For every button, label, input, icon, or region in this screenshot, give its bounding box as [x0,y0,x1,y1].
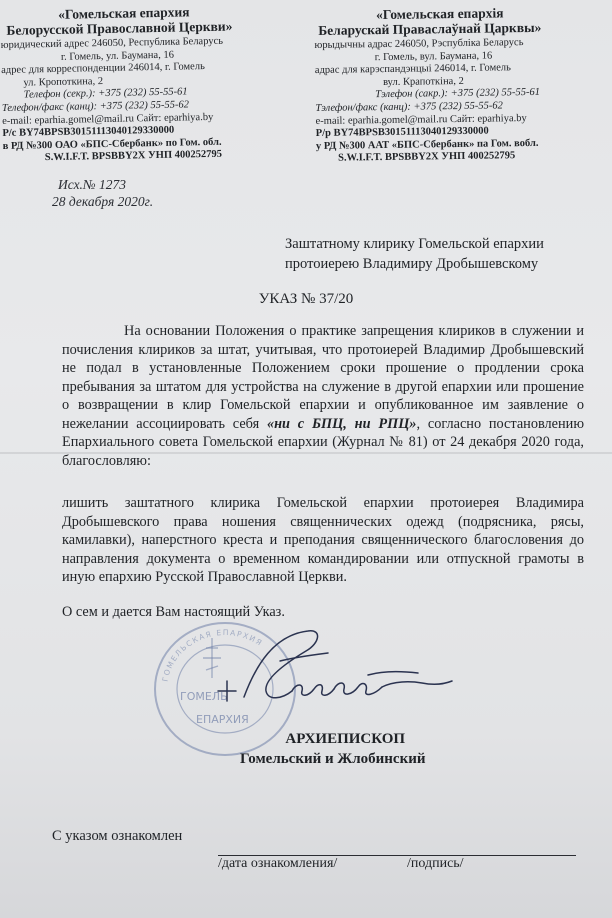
stamp-text-2: ЕПАРХИЯ [196,713,249,726]
signatory-block [240,729,426,769]
letterhead-right-line: Р/р BY74BPSB30151113040129330000 [315,125,489,140]
stamp-ring-text: ГОМЕЛЬСКАЯ ЕПАРХИЯ [160,627,265,683]
acknowledgement-signature-caption: /подпись/ [407,856,464,871]
letterhead-right-line: e-mail: eparhia.gomel@mail.ru Сайт: eparhiya.by [315,112,527,127]
addressee-line1: Заштатному клирику Гомельской епархии [285,236,544,252]
letterhead-left-line: юридический адрес 246050, Республика Беларусь [0,35,224,51]
letterhead-left-line: S.W.I.F.T. BPSBBY2X УНП 400252795 [44,149,223,164]
acknowledgement-label: С указом ознакомлен [52,828,183,844]
letterhead-right-line: адрас для карэспандэнцыі 246014, г. Гомель [314,62,511,77]
letterhead-right-line: у РД №300 ААТ «БПС-Сбербанк» па Гом. вобл. [315,137,539,152]
letterhead-right-title2: Беларускай Праваслаўнай Царквы» [318,19,542,38]
decree-closing: О сем и дается Вам настоящий Указ. [62,604,285,620]
letterhead-right-line: юрыдычны адрас 246050, Рэспубліка Беларусь [314,37,524,51]
letterhead-left-line: адрес для корреспонденции 246014, г. Гомель [1,61,205,77]
letterhead-left [0,2,303,166]
addressee-block [285,234,544,274]
acknowledgement-date-caption: /дата ознакомления/ [218,856,338,871]
letterhead-left-title1: «Гомельская епархия [57,4,190,22]
letterhead-left-line: e-mail: eparhia.gomel@mail.ru Сайт: eparhiya.by [2,111,214,127]
signatory-subtitle: Гомельский и Жлобинский [240,751,426,767]
letterhead-right-title1: «Гомельская епархія [375,5,504,23]
outgoing-reference [52,176,153,210]
signatory-title: АРХИЕПИСКОП [285,731,406,747]
outgoing-date: 28 декабря 2020г. [52,194,154,209]
letterhead-left-line: в РД №300 ОАО «БПС-Сбербанк» по Гом. обл. [2,136,222,152]
decree-paragraph-2: лишить заштатного клирика Гомельской епархии протоиерея Владимира Дробышевского права ношения священнических одежд (подрясника, рясы, камилавки), наперстного креста и преподания священнического благословения до направления документа о временном командировании или отпускной грамоты в иную епархию Русской Православной Церкви. [62,495,584,585]
decree-quoted-phrase: «ни с БПЦ, ни РПЦ» [266,415,417,432]
letterhead-right-line: Тэлефон/факс (канц): +375 (232) 55-55-62 [315,100,503,114]
letterhead-left-line: Телефон/факс (канц): +375 (232) 55-55-62 [1,99,190,114]
handwritten-signature [196,625,466,720]
letterhead-left-title2: Белорусской Православной Церкви» [6,18,233,38]
letterhead-right-line: вул. Крапоткіна, 2 [382,75,464,88]
letterhead-right-line: S.W.I.F.T. BPSBBY2X УНП 400252795 [338,150,516,165]
stamp-text-1: ГОМЕЛЬ [180,690,228,703]
decree-text: , согласно постановлению Епархиального совета Гомельской епархии (Журнал № 81) от 24 декабря 2020 года, благословляю: [62,415,584,469]
letterhead-right [314,4,612,166]
addressee-line2: протоиерею Владимиру Дробышевскому [285,256,539,272]
letterhead-right-line: Тэлефон (сакр.): +375 (232) 55-55-61 [375,87,541,101]
letterhead-left-line: г. Гомель, ул. Баумана, 16 [60,49,175,63]
letterhead-right-line: г. Гомель, вул. Баумана, 16 [374,50,493,63]
outgoing-number: Исх.№ 1273 [58,177,127,192]
letterhead-left-line: Телефон (секр.): +375 (232) 55-55-61 [23,86,188,101]
letterhead-left-line: ул. Кропоткина, 2 [23,75,104,89]
decree-paragraph-1 [62,322,584,470]
decree-title: УКАЗ № 37/20 [258,291,354,307]
letterhead-left-line: Р/с BY74BPSB30151113040129330000 [2,124,175,140]
decree-text: На основании Положения о практике запрещения клириков в служении и почисления клириков за штат, учитывая, что протоиерей Владимир Дробышевский не подал в установленные Положением сроки прошение о продлении срока пребывания за штатом для устройства на служение в другой епархии или прошение о возвращении в клир Гомельской епархии и опубликованное им заявление о нежелании ассоциировать себя [62,323,584,432]
